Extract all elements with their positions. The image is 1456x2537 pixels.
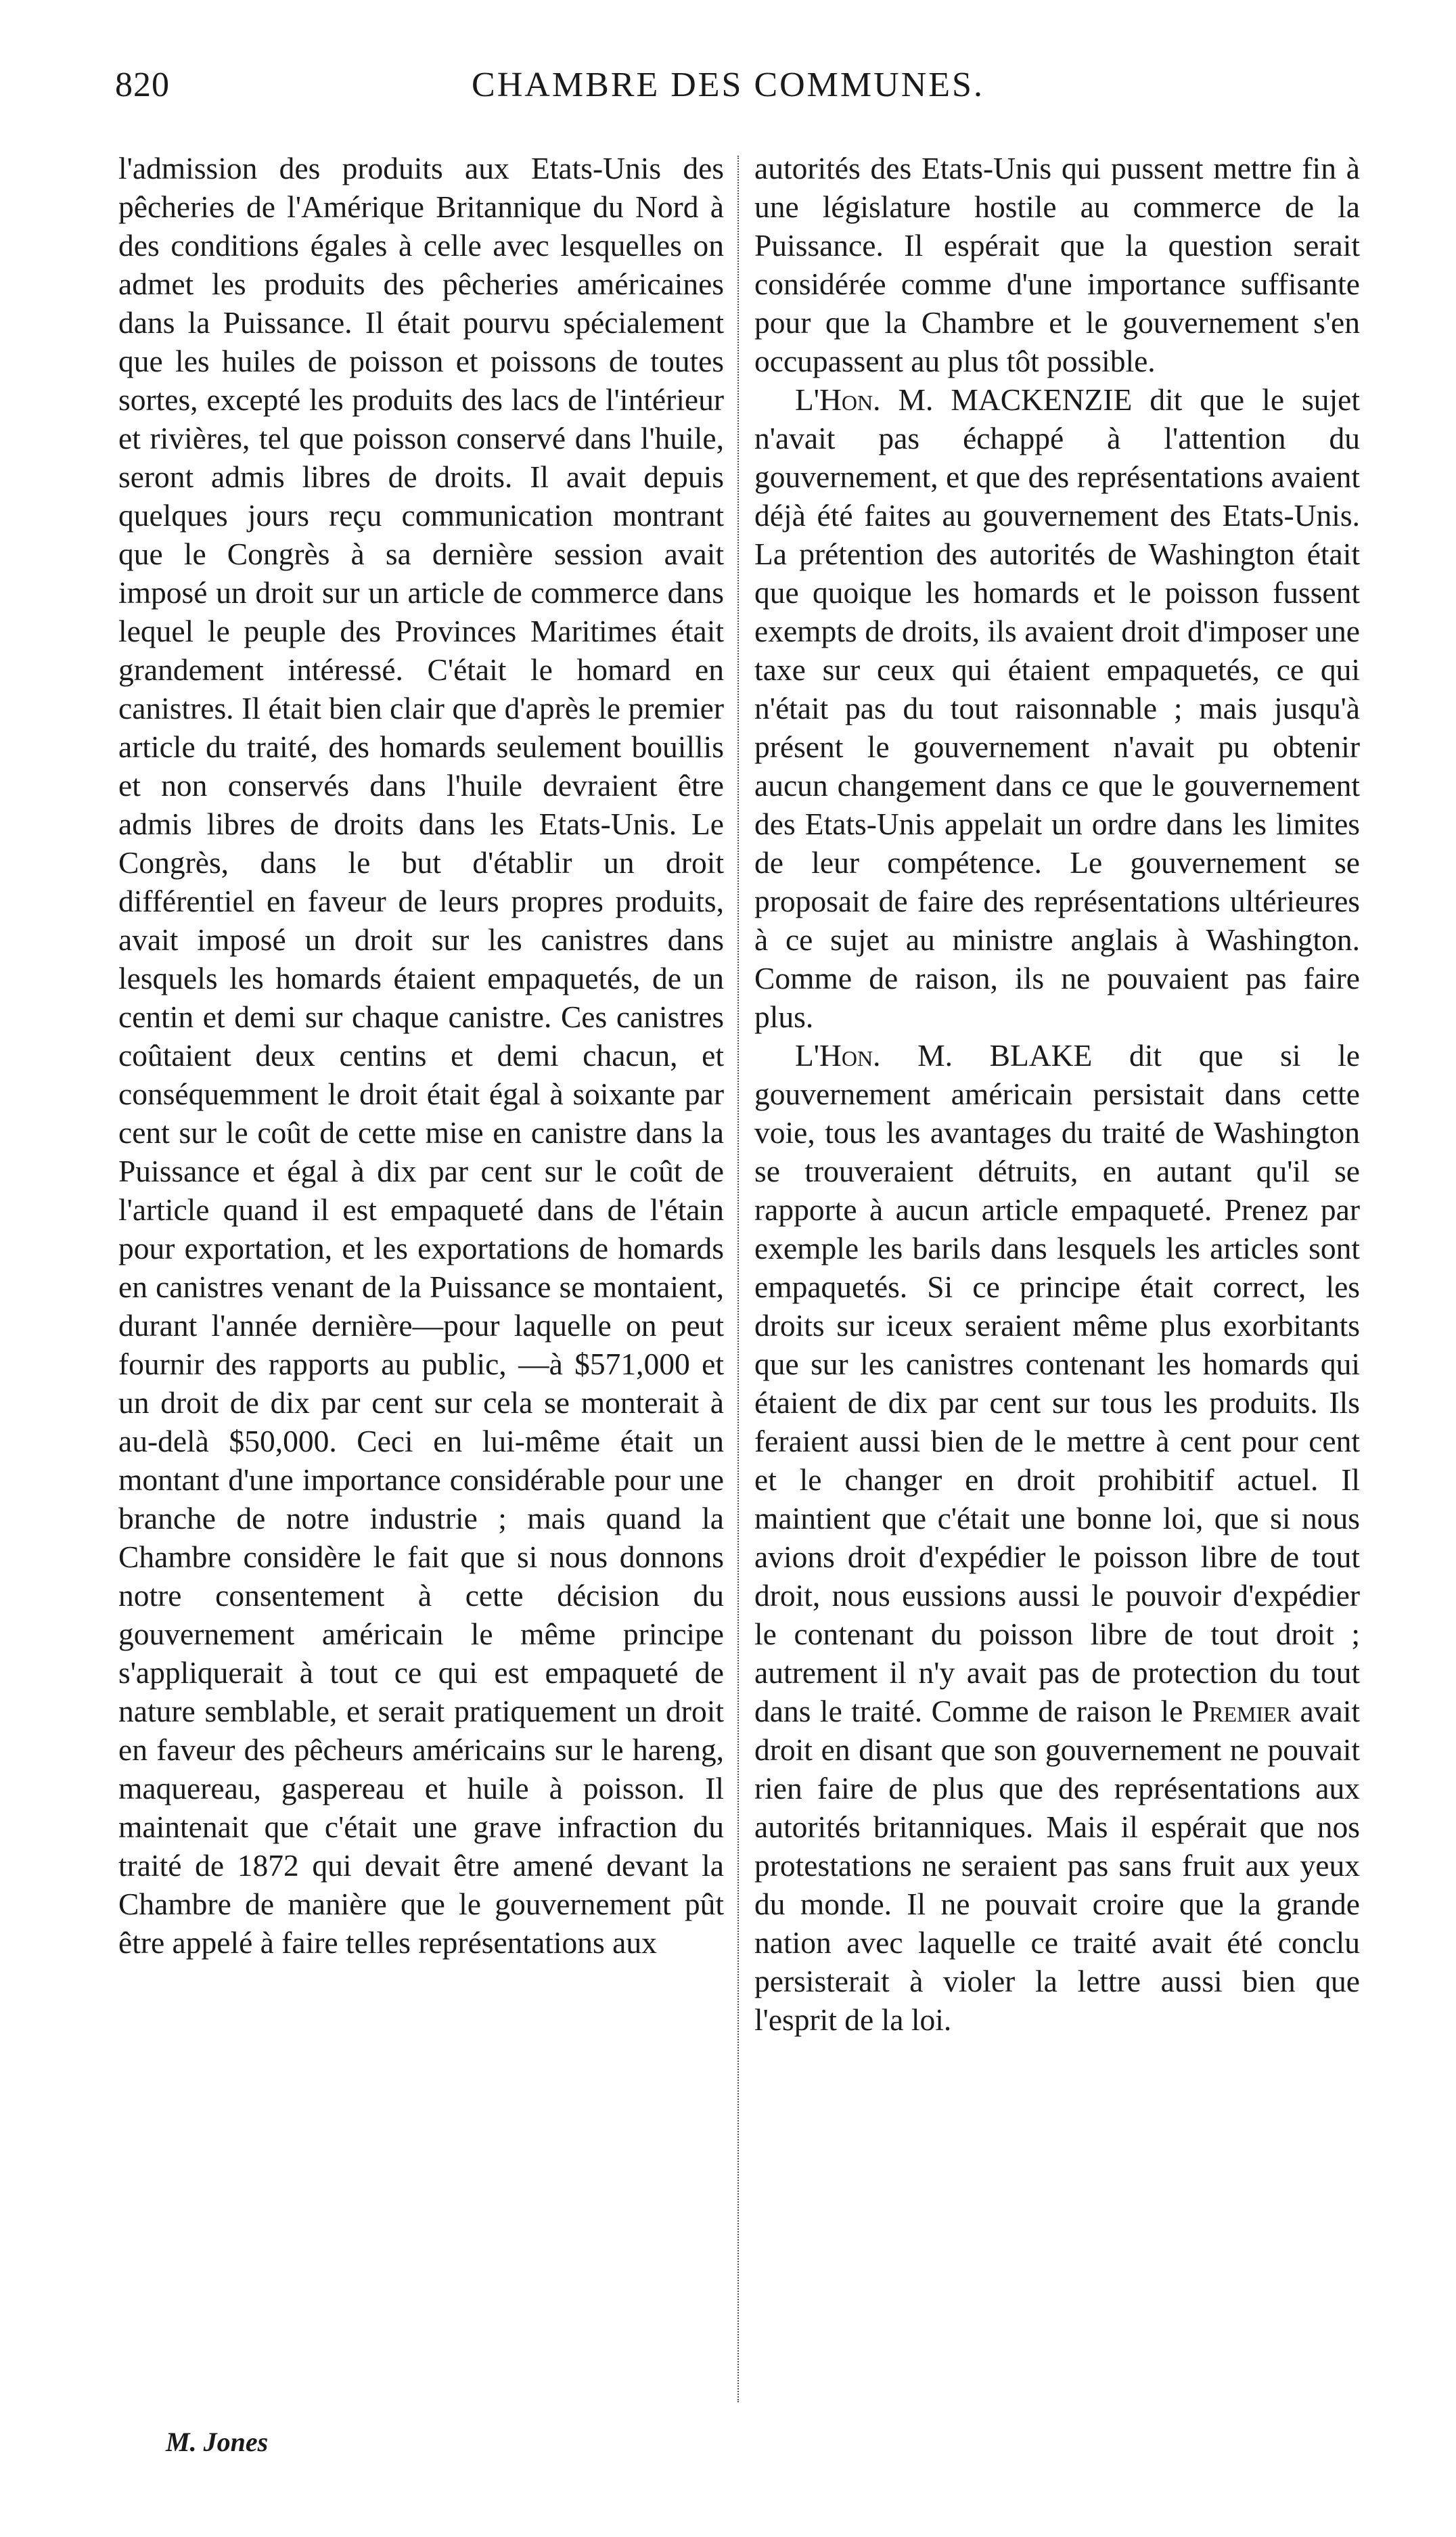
blake-paragraph (754, 1036, 1360, 2039)
column-divider (737, 156, 739, 2402)
mackenzie-paragraph (754, 380, 1360, 1036)
footer-signature: M. Jones (166, 2427, 269, 2457)
running-head: CHAMBRE DES COMMUNES. (472, 66, 984, 104)
right-column-continuation: autorités des Etats-Unis qui pussent mettre fin à une législature hostile au commerce de la Puissance. Il espérait que la question serait considérée comme d'une importance suffisante pour que la Chambre et le gouvernement s'en occupassent au plus tôt possible. (754, 151, 1360, 378)
speaker-mackenzie: L'Hon. M. MACKENZIE (795, 382, 1133, 417)
right-column (754, 149, 1360, 2039)
premier-word: Premier (1191, 1694, 1292, 1728)
blake-text-after: avait droit en disant que son gouvernement ne pouvait rien faire de plus que des représentations aux autorités britanniques. Mais il espérait que nos protestations ne seraient pas sans fruit aux yeux du monde. Il ne pouvait croire que la grande nation avec laquelle ce traité avait été conclu persisterait à violer la lettre aussi bien que l'esprit de la loi. (754, 1694, 1360, 2037)
page-number: 820 (115, 66, 170, 104)
speaker-blake: L'Hon. M. BLAKE (795, 1038, 1093, 1073)
blake-text-before: dit que si le gouvernement américain persistait dans cette voie, tous les avantages du traité de Washington se trouveraient détruits, en autant qu'il se rapporte à aucun article empaqueté. Prenez par exemple les barils dans lesquels les articles sont empaquetés. Si ce principe était correct, les droits sur iceux seraient même plus exorbitants que sur les canistres contenant les homards qui étaient de dix par cent sur tous les produits. Ils feraient aussi bien de le mettre à cent pour cent et le changer en droit prohibitif actuel. Il maintient que c'était une bonne loi, que si nous avions droit d'expédier le poisson libre de tout droit, nous eussions aussi le pouvoir d'expédier le contenant du poisson libre de tout droit ; autrement il n'y avait pas de protection du tout dans le traité. Comme de raison le (754, 1038, 1360, 1728)
left-column (118, 149, 724, 1962)
left-column-paragraph: l'admission des produits aux Etats-Unis des pêcheries de l'Amérique Britannique du Nord à des conditions égales à celle avec lesquelles on admet les produits des pêcheries américaines dans la Puissance. Il était pourvu spécialement que les huiles de poisson et poissons de toutes sortes, excepté les produits des lacs de l'intérieur et rivières, tel que poisson conservé dans l'huile, seront admis libres de droits. Il avait depuis quelques jours reçu communication montrant que le Congrès à sa dernière session avait imposé un droit sur un article de commerce dans lequel le peuple des Provinces Maritimes était grandement intéressé. C'était le homard en canistres. Il était bien clair que d'après le premier article du traité, des homards seulement bouillis et non conservés dans l'huile devraient être admis libres de droits dans les Etats-Unis. Le Congrès, dans le but d'établir un droit différentiel en faveur de leurs propres produits, avait imposé un droit sur les canistres dans lesquels les homards étaient empaquetés, de un centin et demi sur chaque canistre. Ces canistres coûtaient deux centins et demi chacun, et conséquemment le droit était égal à soixante par cent sur le coût de cette mise en canistre dans la Puissance et égal à dix par cent sur le coût de l'article quand il est empaqueté dans de l'étain pour exportation, et les exportations de homards en canistres venant de la Puissance se montaient, durant l'année dernière—pour laquelle on peut fournir des rapports au public, —à $571,000 et un droit de dix par cent sur cela se monterait à au-delà $50,000. Ceci en lui-même était un montant d'une importance considérable pour une branche de notre industrie ; mais quand la Chambre considère le fait que si nous donnons notre consentement à cette décision du gouvernement américain le même principe s'appliquerait à tout ce qui est empaqueté de nature semblable, et serait pratiquement un droit en faveur des pêcheurs américains sur le hareng, maquereau, gaspereau et huile à poisson. Il maintenait que c'était une grave infraction du traité de 1872 qui devait être amené devant la Chambre de manière que le gouvernement pût être appelé à faire telles représentations aux (118, 151, 724, 1960)
mackenzie-text: dit que le sujet n'avait pas échappé à l'attention du gouvernement, et que des représentations avaient déjà été faites au gouvernement des Etats-Unis. La prétention des autorités de Washington était que quoique les homards et le poisson fussent exempts de droits, ils avaient droit d'imposer une taxe sur ceux qui étaient empaquetés, ce qui n'était pas du tout raisonnable ; mais jusqu'à présent le gouvernement n'avait pu obtenir aucun changement dans ce que le gouvernement des Etats-Unis appelait un ordre dans les limites de leur compétence. Le gouvernement se proposait de faire des représentations ultérieures à ce sujet au ministre anglais à Washington. Comme de raison, ils ne pouvaient pas faire plus. (754, 382, 1360, 1034)
